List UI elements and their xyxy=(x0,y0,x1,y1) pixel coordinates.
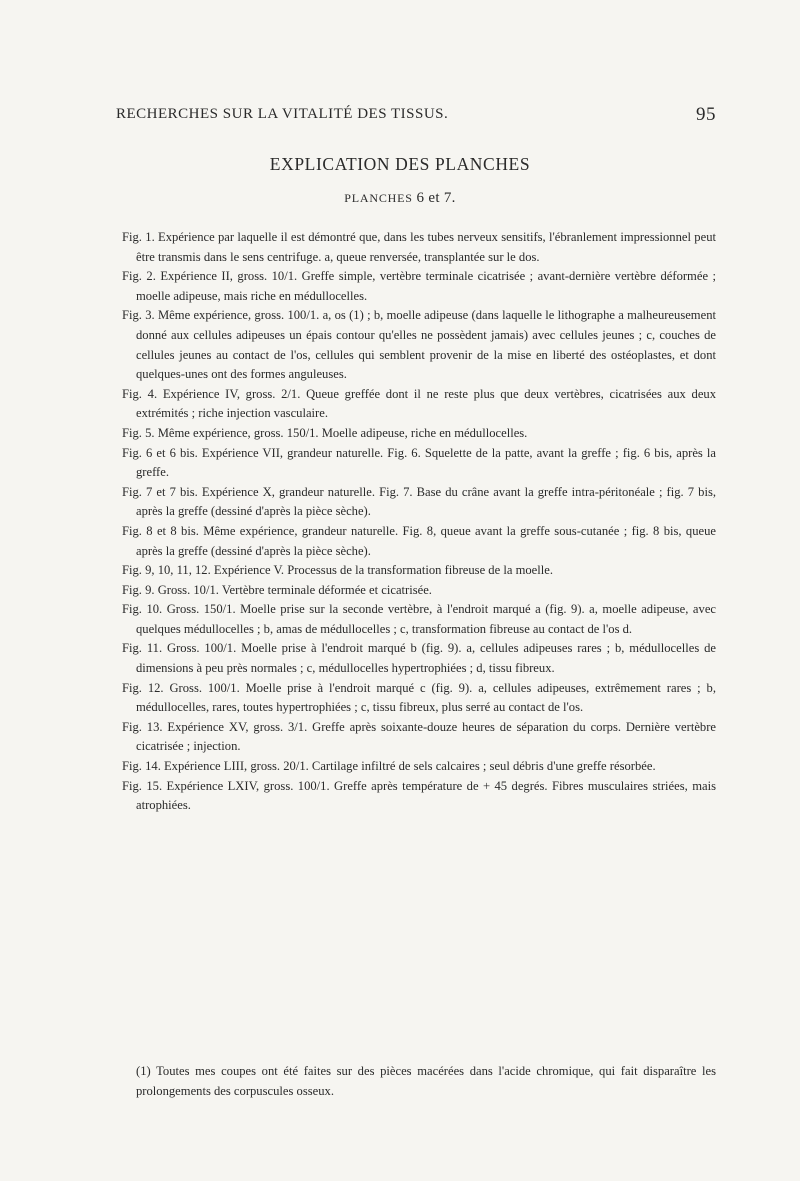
figure-explanations xyxy=(122,228,716,816)
figure-entry: Fig. 9, 10, 11, 12. Expérience V. Processus de la transformation fibreuse de la moelle. xyxy=(122,563,554,578)
figure-entry: Fig. 15. Expérience LXIV, gross. 100/1. Greffe après température de + 45 degrés. Fibres musculaires striées, mais atrophiées. xyxy=(122,778,716,813)
figure-entry: Fig. 1. Expérience par laquelle il est démontré que, dans les tubes nerveux sensitifs, l'ébranlement impressionnel peut être transmis dans le sens centrifuge. a, queue renversée, transplantée sur le dos. xyxy=(122,230,716,264)
figure-entry: Fig. 14. Expérience LIII, gross. 20/1. Cartilage infiltré de sels calcaires ; seul débris d'une greffe résorbée. xyxy=(122,759,656,774)
figure-entry: Fig. 10. Gross. 150/1. Moelle prise sur la seconde vertèbre, à l'endroit marqué a (fig. 9). a, moelle adipeuse, avec quelques médullocelles ; b, amas de médullocelles ; c, transformation fibreuse au contact de l'os d. xyxy=(122,602,716,636)
section-subtitle xyxy=(0,190,800,207)
figure-entry: Fig. 9. Gross. 10/1. Vertèbre terminale déformée et cicatrisée. xyxy=(122,582,432,597)
page-number: 95 xyxy=(696,104,716,125)
figure-entry: Fig. 13. Expérience XV, gross. 3/1. Greffe après soixante-douze heures de séparation du corps. Dernière vertèbre cicatrisée ; injection. xyxy=(122,719,716,754)
figure-entry: Fig. 7 et 7 bis. Expérience X, grandeur naturelle. Fig. 7. Base du crâne avant la greffe intra-péritonéale ; fig. 7 bis, après la greffe (dessiné d'après la pièce sèche). xyxy=(122,484,716,519)
figure-entry: Fig. 5. Même expérience, gross. 150/1. Moelle adipeuse, riche en médullocelles. xyxy=(122,425,528,440)
section-title: EXPLICATION DES PLANCHES xyxy=(269,154,531,174)
figure-entry: Fig. 11. Gross. 100/1. Moelle prise à l'endroit marqué b (fig. 9). a, cellules adipeuses rares ; b, médullocelles de dimensions à peu près normales ; c, médullocelles hypertrophiées ; d, tissu fibreux. xyxy=(122,641,716,676)
running-title: RECHERCHES SUR LA VITALITÉ DES TISSUS. xyxy=(116,106,449,122)
figure-entry: Fig. 3. Même expérience, gross. 100/1. a, os (1) ; b, moelle adipeuse (dans laquelle le lithographe a malheureusement donné aux cellules adipeuses un épais contour qu'elles ne possèdent jamais) avec cellules jeunes ; c, couches de cellules jeunes au contact de l'os, cellules qui semblent provenir de la mise en liberté des ostéoplastes, et dont quelques-unes ont des formes anguleuses. xyxy=(122,308,716,382)
figure-entry: Fig. 12. Gross. 100/1. Moelle prise à l'endroit marqué c (fig. 9). a, cellules adipeuses, extrêmement rares ; b, médullocelles, rares, toutes hypertrophiées ; c, tissu fibreux, plus serré au contact de l'os. xyxy=(122,680,716,715)
figure-entry: Fig. 4. Expérience IV, gross. 2/1. Queue greffée dont il ne reste plus que deux vertèbres, cicatrisées aux deux extrémités ; riche injection vasculaire. xyxy=(122,386,716,421)
figure-entry: Fig. 6 et 6 bis. Expérience VII, grandeur naturelle. Fig. 6. Squelette de la patte, avant la greffe ; fig. 6 bis, après la greffe. xyxy=(122,445,716,480)
subtitle-numbers: 6 et 7. xyxy=(416,190,456,206)
figure-entry: Fig. 8 et 8 bis. Même expérience, grandeur naturelle. Fig. 8, queue avant la greffe sous-cutanée ; fig. 8 bis, queue après la greffe (dessiné d'après la pièce sèche). xyxy=(122,523,716,558)
subtitle-label: PLANCHES xyxy=(344,191,413,205)
footnote: (1) Toutes mes coupes ont été faites sur des pièces macérées dans l'acide chromique, qui fait disparaître les prolongements des corpuscules osseux. xyxy=(136,1064,716,1098)
figure-entry: Fig. 2. Expérience II, gross. 10/1. Greffe simple, vertèbre terminale cicatrisée ; avant-dernière vertèbre déformée ; moelle adipeuse, mais riche en médullocelles. xyxy=(122,269,716,303)
